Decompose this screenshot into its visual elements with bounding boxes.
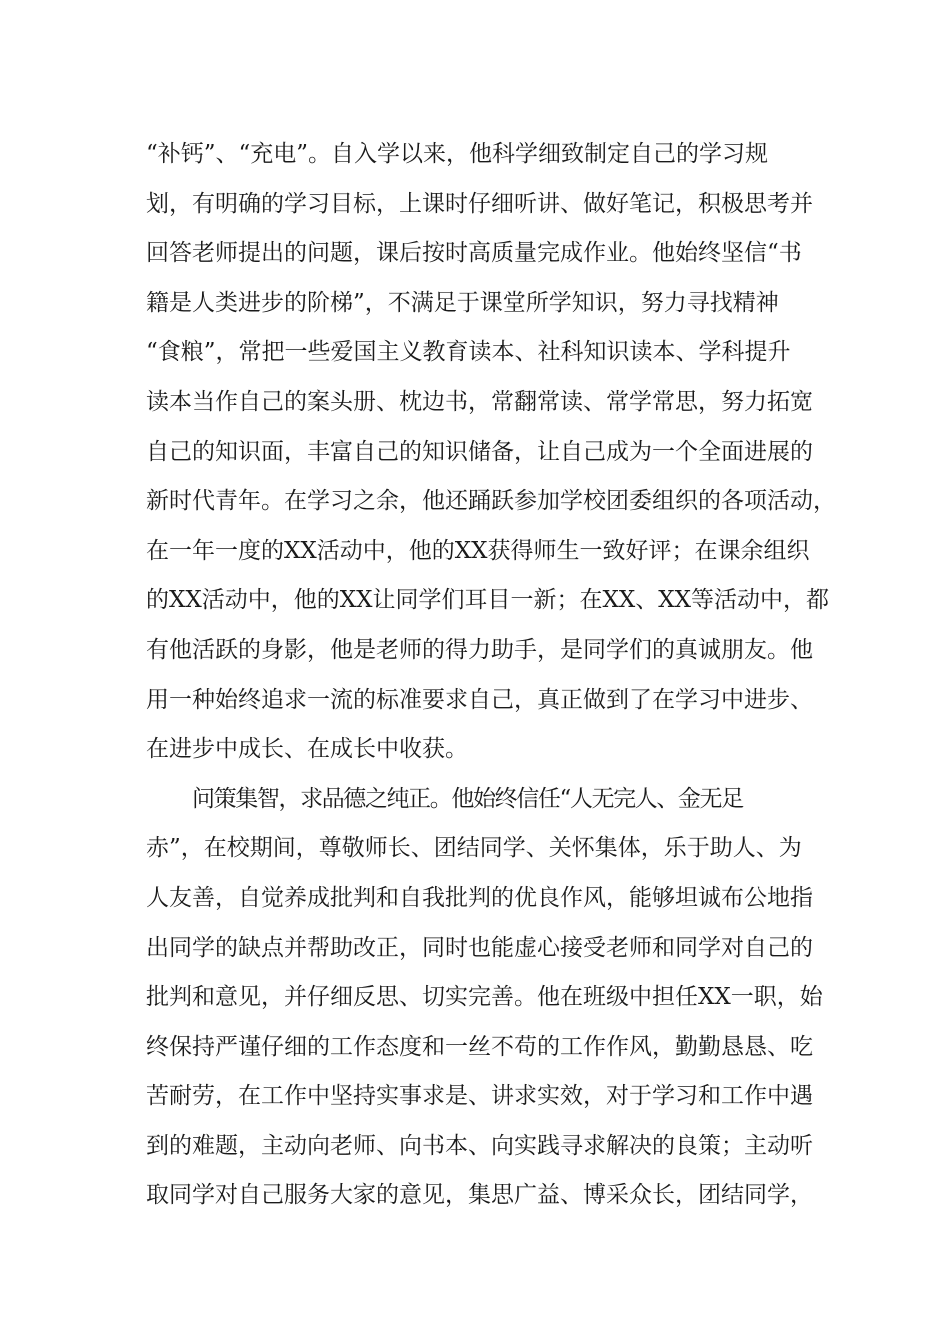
text-line: 的XX活动中，他的XX让同学们耳目一新；在XX、XX等活动中，都 xyxy=(146,587,829,614)
text-line: 在进步中成长、在成长中收获。 xyxy=(146,736,468,763)
text-line: 出同学的缺点并帮助改正，同时也能虚心接受老师和同学对自己的 xyxy=(146,934,813,961)
body-text xyxy=(146,130,836,1221)
text-line: 用一种始终追求一流的标准要求自己，真正做到了在学习中进步、 xyxy=(146,686,813,713)
text-line: 新时代青年。在学习之余，他还踊跃参加学校团委组织的各项活动， xyxy=(146,488,836,515)
text-line: 到的难题，主动向老师、向书本、向实践寻求解决的良策；主动听 xyxy=(146,1132,813,1159)
text-line: “食粮”，常把一些爱国主义教育读本、社科知识读本、学科提升 xyxy=(146,339,791,366)
text-line: 批判和意见，并仔细反思、切实完善。他在班级中担任XX一职，始 xyxy=(146,984,823,1011)
text-line: 籍是人类进步的阶梯”，不满足于课堂所学知识，努力寻找精神 xyxy=(146,289,779,316)
text-line: 划，有明确的学习目标，上课时仔细听讲、做好笔记，积极思考并 xyxy=(146,190,813,217)
text-line: 在一年一度的XX活动中，他的XX获得师生一致好评；在课余组织 xyxy=(146,537,810,564)
text-line: 终保持严谨仔细的工作态度和一丝不苟的工作作风，勤勤恳恳、吃 xyxy=(146,1033,813,1060)
paragraph-start-line: 问策集智，求品德之纯正。他始终信任“人无完人、金无足 xyxy=(192,785,743,812)
text-line: 读本当作自己的案头册、枕边书，常翻常读、常学常思，努力拓宽 xyxy=(146,388,813,415)
text-line: 自己的知识面，丰富自己的知识储备，让自己成为一个全面进展的 xyxy=(146,438,813,465)
text-line: 苦耐劳，在工作中坚持实事求是、讲求实效，对于学习和工作中遇 xyxy=(146,1083,813,1110)
text-line: 回答老师提出的问题，课后按时高质量完成作业。他始终坚信“书 xyxy=(146,240,802,267)
text-line: 赤”，在校期间，尊敬师长、团结同学、关怀集体，乐于助人、为 xyxy=(146,835,802,862)
text-line: “补钙”、“充电”。自入学以来，他科学细致制定自己的学习规 xyxy=(146,141,769,167)
text-line: 取同学对自己服务大家的意见，集思广益、博采众长，团结同学， xyxy=(146,1182,813,1209)
text-line: 有他活跃的身影，他是老师的得力助手，是同学们的真诚朋友。他 xyxy=(146,636,813,663)
text-line: 人友善，自觉养成批判和自我批判的优良作风，能够坦诚布公地指 xyxy=(146,884,813,911)
